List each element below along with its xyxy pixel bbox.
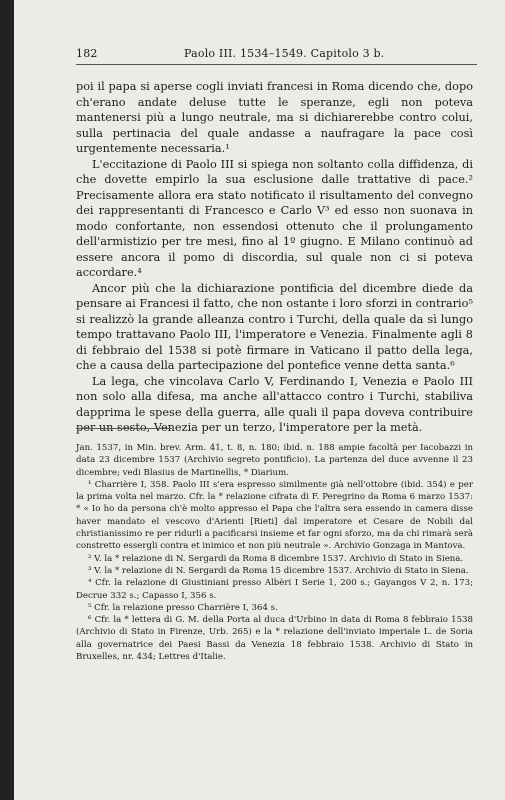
footnote: ¹ Charrière I, 358. Paolo III s'era espresso similmente già nell'ottobre (ibid. 354) e per la prima volta nel marzo. Cfr. la * relazione cifrata di F. Peregrino da Roma 6 marzo 1537: * « Io ho da persona ch'è molto appresso el Papa che l'altra sera essendo in camera disse haver mandato el vescovo d'Arienti [Rieti] dal imperatore et Cesare de Nobili dal christianissimo re per ridurli a pacificarsi insieme et far ogni sforzo, ma da chi rimarà serà constretto essergli contra et inimico et non più neutrale ». Archivio Gonzaga in Mantova. [76, 479, 473, 552]
main-text [76, 79, 473, 436]
footnote: ³ V. la * relazione di N. Sergardi da Roma 15 dicembre 1537. Archivio di Stato in Siena. [88, 565, 469, 576]
footnote-separator [76, 428, 172, 429]
footnote: ⁴ Cfr. la relazione di Giustiniani presso Albèri I Serie 1, 200 s.; Gayangos V 2, n. 173; Decrue 332 s.; Capasso I, 356 s. [76, 578, 473, 601]
footnote: ⁶ Cfr. la * lettera di G. M. della Porta al duca d'Urbino in data di Roma 8 febbraio 1538 (Archivio di Stato in Firenze, Urb. 265) e la * relazione dell'inviato imperiale L. de Soria alla governatrice dei Paesi Bassi da Venezia 18 febbraio 1538. Archivio di Stato in Bruxelles, nr. 434; Lettres d'Italie. [76, 615, 473, 663]
paragraph: L'eccitazione di Paolo III si spiega non soltanto colla diffidenza, di che dovette empirlo la sua esclusione dalle trattative di pace.² Precisamente allora era stato notificato il risultamento del convegno dei rappresentanti di Francesco e Carlo V³ ed esso non suonava in modo confortante, non essendosi ottenuto che il prolungamento dell'armistizio per tre mesi, fino al 1º giugno. E Milano continuò ad essere ancora il pomo di discordia, sul quale non ci si poteva accordare.⁴ [76, 157, 473, 279]
paragraph: Ancor più che la dichiarazione pontificia del dicembre diede da pensare ai Francesi il fatto, che non ostante i loro sforzi in contrario⁵ si realizzò la grande alleanza contro i Turchi, della quale da sì lungo tempo trattavano Paolo III, l'imperatore e Venezia. Finalmente agli 8 di febbraio del 1538 si potè firmare in Vaticano il patto della lega, che a causa della partecipazione del pontefice venne detta santa.⁶ [76, 281, 473, 372]
footnote: ⁵ Cfr. la relazione presso Charrière I, 364 s. [88, 602, 278, 613]
footnotes [76, 442, 473, 663]
footnote: ² V. la * relazione di N. Sergardi da Roma 8 dicembre 1537. Archivio di Stato in Siena. [88, 553, 464, 564]
book-page [14, 0, 505, 800]
page-number: 182 [76, 47, 98, 60]
running-title: Paolo III. 1534–1549. Capitolo 3 b. [184, 47, 385, 60]
paragraph: La lega, che vincolava Carlo V, Ferdinando I, Venezia e Paolo III non solo alla difesa, ma anche all'attacco contro i Turchi, stabiliva dapprima le spese della guerra, alle quali il papa doveva contribuire per un sesto, Venezia per un terzo, l'imperatore per la metà. [76, 374, 473, 434]
paragraph: poi il papa si aperse cogli inviati francesi in Roma dicendo che, dopo ch'erano andate deluse tutte le speranze, egli non poteva mantenersi più a lungo neutrale, ma si dichiarerebbe contro colui, sulla pertinacia del quale andasse a naufragare la pace così urgentemente necessaria.¹ [76, 80, 473, 155]
header-rule [76, 64, 477, 65]
footnote: Jan. 1537, in Min. brev. Arm. 41, t. 8, n. 180; ibid. n. 188 ampie facoltà per Iacobazzi in data 23 dicembre 1537 (Archivio segreto pontificio). La partenza del duce avvenne il 23 dicembre; vedi Blasius de Martinellis, * Diarium. [76, 443, 473, 478]
